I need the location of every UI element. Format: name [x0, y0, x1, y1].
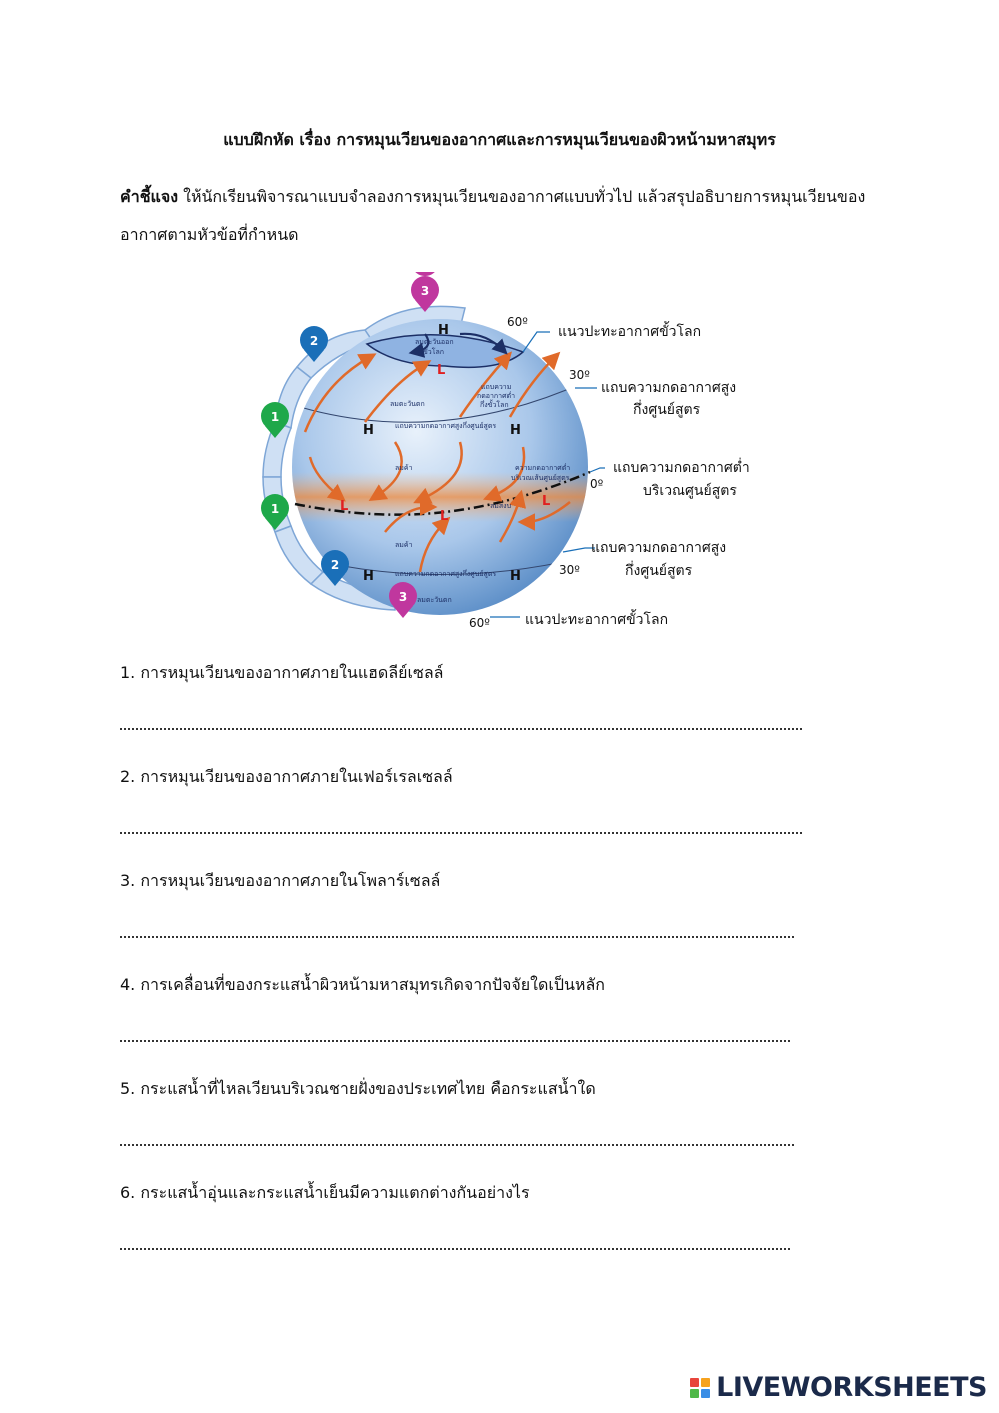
svg-text:ลมตะวันตก: ลมตะวันตก — [390, 400, 425, 408]
svg-text:60º: 60º — [469, 616, 490, 630]
answer-5-input[interactable] — [120, 1124, 794, 1146]
label-equatorial-low: แถบความกดอากาศต่ำ — [613, 460, 750, 476]
svg-text:ลมตะวันออก: ลมตะวันออก — [415, 338, 454, 346]
liveworksheets-logo — [690, 1372, 987, 1403]
svg-text:ลมตะวันตก: ลมตะวันตก — [417, 596, 452, 604]
svg-text:3: 3 — [420, 284, 430, 298]
instructions-label: คำชี้แจง — [120, 187, 179, 206]
atmospheric-circulation-diagram — [245, 272, 765, 632]
svg-text:แถบความ: แถบความ — [481, 383, 512, 391]
answer-2-input[interactable] — [120, 812, 802, 834]
question-5: 5. กระแสน้ำที่ไหลเวียนบริเวณชายฝั่งของประเทศไทย คือกระแสน้ำใด — [120, 1079, 596, 1098]
label-polar-front-top: แนวปะทะอากาศขั้วโลก — [558, 324, 702, 340]
high-mark: H — [363, 569, 374, 584]
low-mark: L — [340, 499, 349, 514]
answer-1-input[interactable] — [120, 708, 802, 730]
svg-text:0º: 0º — [590, 477, 604, 491]
svg-text:บริเวณเส้นศูนย์สูตร: บริเวณเส้นศูนย์สูตร — [511, 474, 570, 482]
svg-text:กึ่งศูนย์สูตร: กึ่งศูนย์สูตร — [633, 402, 701, 418]
svg-text:1: 1 — [270, 502, 280, 516]
svg-text:ลมค้า: ลมค้า — [395, 541, 413, 549]
svg-text:บริเวณศูนย์สูตร: บริเวณศูนย์สูตร — [643, 483, 737, 499]
liveworksheets-logo-icon — [690, 1378, 710, 1398]
svg-text:กึ่งขั้วโลก: กึ่งขั้วโลก — [480, 401, 509, 409]
svg-text:ขั้วโลก: ขั้วโลก — [423, 348, 445, 356]
label-polar-front-bottom: แนวปะทะอากาศขั้วโลก — [525, 612, 669, 628]
answer-4-input[interactable] — [120, 1020, 790, 1042]
svg-text:ความกดอากาศต่ำ: ความกดอากาศต่ำ — [515, 464, 571, 472]
polar-cell-marker-bottom — [389, 582, 417, 618]
label-subtropical-high-bottom: แถบความกดอากาศสูง — [591, 540, 727, 556]
low-mark: L — [440, 509, 449, 524]
question-2: 2. การหมุนเวียนของอากาศภายในเฟอร์เรลเซลล์ — [120, 767, 453, 786]
liveworksheets-logo-text: LIVEWORKSHEETS — [716, 1372, 987, 1403]
question-1: 1. การหมุนเวียนของอากาศภายในแฮดลีย์เซลล์ — [120, 663, 444, 682]
svg-text:2: 2 — [330, 558, 340, 572]
svg-text:แถบความกดอากาศสูงกึ่งศูนย์สูตร: แถบความกดอากาศสูงกึ่งศูนย์สูตร — [395, 570, 497, 578]
question-4: 4. การเคลื่อนที่ของกระแสน้ำผิวหน้ามหาสมุทรเกิดจากปัจจัยใดเป็นหลัก — [120, 975, 605, 994]
svg-text:1: 1 — [270, 410, 280, 424]
answer-3-input[interactable] — [120, 916, 794, 938]
svg-text:30º: 30º — [559, 563, 580, 577]
svg-text:2: 2 — [309, 334, 319, 348]
high-mark: H — [438, 323, 449, 338]
svg-text:แถบความกดอากาศสูงกึ่งศูนย์สูตร: แถบความกดอากาศสูงกึ่งศูนย์สูตร — [395, 422, 497, 430]
svg-text:60º: 60º — [507, 315, 528, 329]
low-mark: L — [542, 494, 551, 509]
low-mark: L — [437, 363, 446, 378]
label-subtropical-high-top: แถบความกดอากาศสูง — [601, 380, 737, 396]
worksheet-title: แบบฝึกหัด เรื่อง การหมุนเวียนของอากาศและการหมุนเวียนของผิวหน้ามหาสมุทร — [223, 130, 776, 149]
svg-text:กึ่งศูนย์สูตร: กึ่งศูนย์สูตร — [625, 563, 693, 579]
question-3: 3. การหมุนเวียนของอากาศภายในโพลาร์เซลล์ — [120, 871, 441, 890]
high-mark: H — [510, 569, 521, 584]
instructions — [120, 178, 880, 254]
svg-text:ลมสงบ: ลมสงบ — [490, 502, 512, 510]
high-mark: H — [510, 423, 521, 438]
svg-text:30º: 30º — [569, 368, 590, 382]
answer-6-input[interactable] — [120, 1228, 790, 1250]
instructions-text: ให้นักเรียนพิจารณาแบบจำลองการหมุนเวียนของอากาศแบบทั่วไป แล้วสรุปอธิบายการหมุนเวียนของอากาศตามหัวข้อที่กำหนด — [120, 187, 866, 244]
circulation-svg — [245, 272, 765, 632]
svg-text:3: 3 — [398, 590, 408, 604]
high-mark: H — [363, 423, 374, 438]
svg-text:กดอากาศต่ำ: กดอากาศต่ำ — [477, 392, 516, 400]
svg-text:ลมค้า: ลมค้า — [395, 464, 413, 472]
question-6: 6. กระแสน้ำอุ่นและกระแสน้ำเย็นมีความแตกต่างกันอย่างไร — [120, 1183, 530, 1202]
